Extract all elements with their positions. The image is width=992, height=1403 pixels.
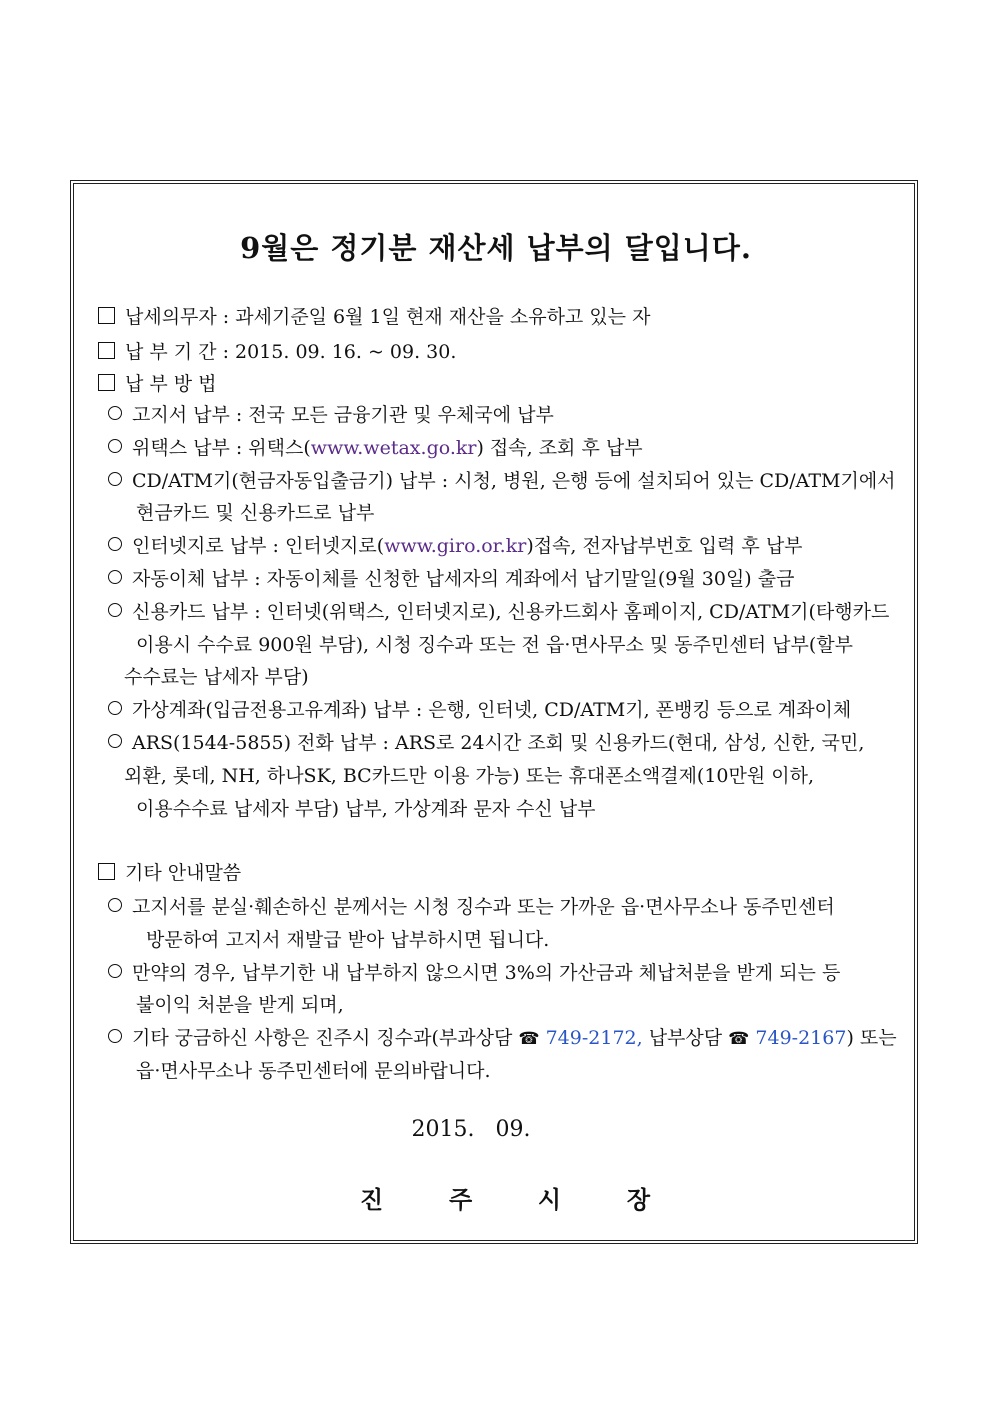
other-inquiry-text: 기타 궁금하신 사항은 진주시 징수과(부과상담 [132, 1027, 519, 1049]
signature-char: 주 [448, 1185, 473, 1214]
method-ars-continued-1: 외환, 롯데, NH, 하나SK, BC카드만 이용 가능) 또는 휴대폰소액결제(10만원 이하, [124, 765, 815, 787]
other-inquiry-continued: 읍·면사무소나 동주민센터에 문의바랍니다. [136, 1060, 491, 1082]
other-item-inquiry [108, 1025, 897, 1052]
method-wetax-text: 위택스 납부 : 위택스( [132, 437, 311, 459]
telephone-icon: ☎ [518, 1029, 540, 1049]
circle-bullet-icon [108, 439, 122, 453]
other-lost-text: 고지서를 분실·훼손하신 분께서는 시청 징수과 또는 가까운 읍·면사무소나 동주민센터 [132, 896, 835, 918]
method-virtual-text: 가상계좌(입금전용고유계좌) 납부 : 은행, 인터넷, CD/ATM기, 폰뱅킹 등으로 계좌이체 [132, 699, 852, 721]
square-bullet-icon [98, 374, 115, 391]
method-atm-continued: 현금카드 및 신용카드로 납부 [136, 502, 375, 524]
method-giro-text: 인터넷지로 납부 : 인터넷지로( [132, 535, 385, 557]
method-wetax-suffix: ) 접속, 조회 후 납부 [476, 437, 643, 459]
method-item-giro [108, 533, 803, 559]
square-bullet-icon [98, 307, 115, 324]
other-late-continued: 불이익 처분을 받게 되며, [136, 994, 344, 1016]
circle-bullet-icon [108, 537, 122, 551]
other-inquiry-suffix: ) 또는 [846, 1027, 897, 1049]
other-item-lost [108, 894, 835, 920]
phone-number-billing[interactable]: 749-2172, [545, 1027, 643, 1049]
other-item-late [108, 960, 840, 986]
other-heading: 기타 안내말씀 [125, 862, 242, 884]
circle-bullet-icon [108, 1029, 122, 1043]
circle-bullet-icon [108, 964, 122, 978]
telephone-icon: ☎ [728, 1029, 750, 1049]
method-item-card [108, 599, 889, 625]
signature-char: 장 [626, 1185, 650, 1214]
circle-bullet-icon [108, 701, 122, 715]
circle-bullet-icon [108, 898, 122, 912]
giro-link[interactable]: www.giro.or.kr [384, 535, 527, 557]
circle-bullet-icon [108, 406, 122, 420]
method-auto-text: 자동이체 납부 : 자동이체를 신청한 납세자의 계좌에서 납기말일(9월 30일) 출금 [132, 568, 795, 590]
method-ars-continued-2: 이용수수료 납세자 부담) 납부, 가상계좌 문자 수신 납부 [136, 798, 596, 820]
other-late-text: 만약의 경우, 납부기한 내 납부하지 않으시면 3%의 가산금과 체납처분을 받게 되는 등 [132, 962, 841, 984]
taxpayer-text: 납세의무자 : 과세기준일 6월 1일 현재 재산을 소유하고 있는 자 [125, 306, 651, 328]
other-section [98, 860, 241, 886]
method-card-continued-1: 이용시 수수료 900원 부담), 시청 징수과 또는 전 읍·면사무소 및 동주민센터 납부(할부 [136, 634, 853, 656]
signature-char: 시 [537, 1185, 562, 1214]
other-lost-continued: 방문하여 고지서 재발급 받아 납부하시면 됩니다. [146, 929, 550, 951]
method-atm-text: CD/ATM기(현금자동입출금기) 납부 : 시청, 병원, 은행 등에 설치되어 있는 CD/ATM기에서 [132, 470, 896, 492]
method-item-bill [108, 402, 554, 428]
method-heading: 납 부 방 법 [125, 373, 217, 395]
period-text: 납 부 기 간 : 2015. 09. 16. ~ 09. 30. [125, 341, 457, 363]
method-card-text: 신용카드 납부 : 인터넷(위택스, 인터넷지로), 신용카드회사 홈페이지, CD/ATM기(타행카드 [132, 601, 890, 623]
notice-date: 2015. 09. [411, 1117, 531, 1142]
circle-bullet-icon [108, 472, 122, 486]
notice-title: 9월은 정기분 재산세 납부의 달입니다. [240, 231, 752, 265]
method-item-atm [108, 468, 896, 494]
method-item-ars [108, 730, 864, 756]
method-bill-text: 고지서 납부 : 전국 모든 금융기관 및 우체국에 납부 [132, 404, 554, 426]
phone-number-payment[interactable]: 749-2167 [755, 1027, 847, 1049]
method-ars-text: ARS(1544-5855) 전화 납부 : ARS로 24시간 조회 및 신용카드(현대, 삼성, 신한, 국민, [132, 732, 865, 754]
method-item-virtual [108, 697, 851, 723]
other-inquiry-mid: 납부상담 [642, 1027, 729, 1049]
method-item-wetax [108, 435, 643, 461]
circle-bullet-icon [108, 734, 122, 748]
taxpayer-section [98, 304, 650, 330]
signature [360, 1180, 650, 1215]
method-giro-suffix: )접속, 전자납부번호 입력 후 납부 [526, 535, 803, 557]
circle-bullet-icon [108, 603, 122, 617]
method-item-auto [108, 566, 794, 592]
square-bullet-icon [98, 342, 115, 359]
wetax-link[interactable]: www.wetax.go.kr [310, 437, 477, 459]
method-section [98, 371, 217, 397]
circle-bullet-icon [108, 570, 122, 584]
signature-char: 진 [360, 1185, 384, 1214]
period-section [98, 339, 456, 365]
method-card-continued-2: 수수료는 납세자 부담) [124, 666, 309, 688]
square-bullet-icon [98, 863, 115, 880]
